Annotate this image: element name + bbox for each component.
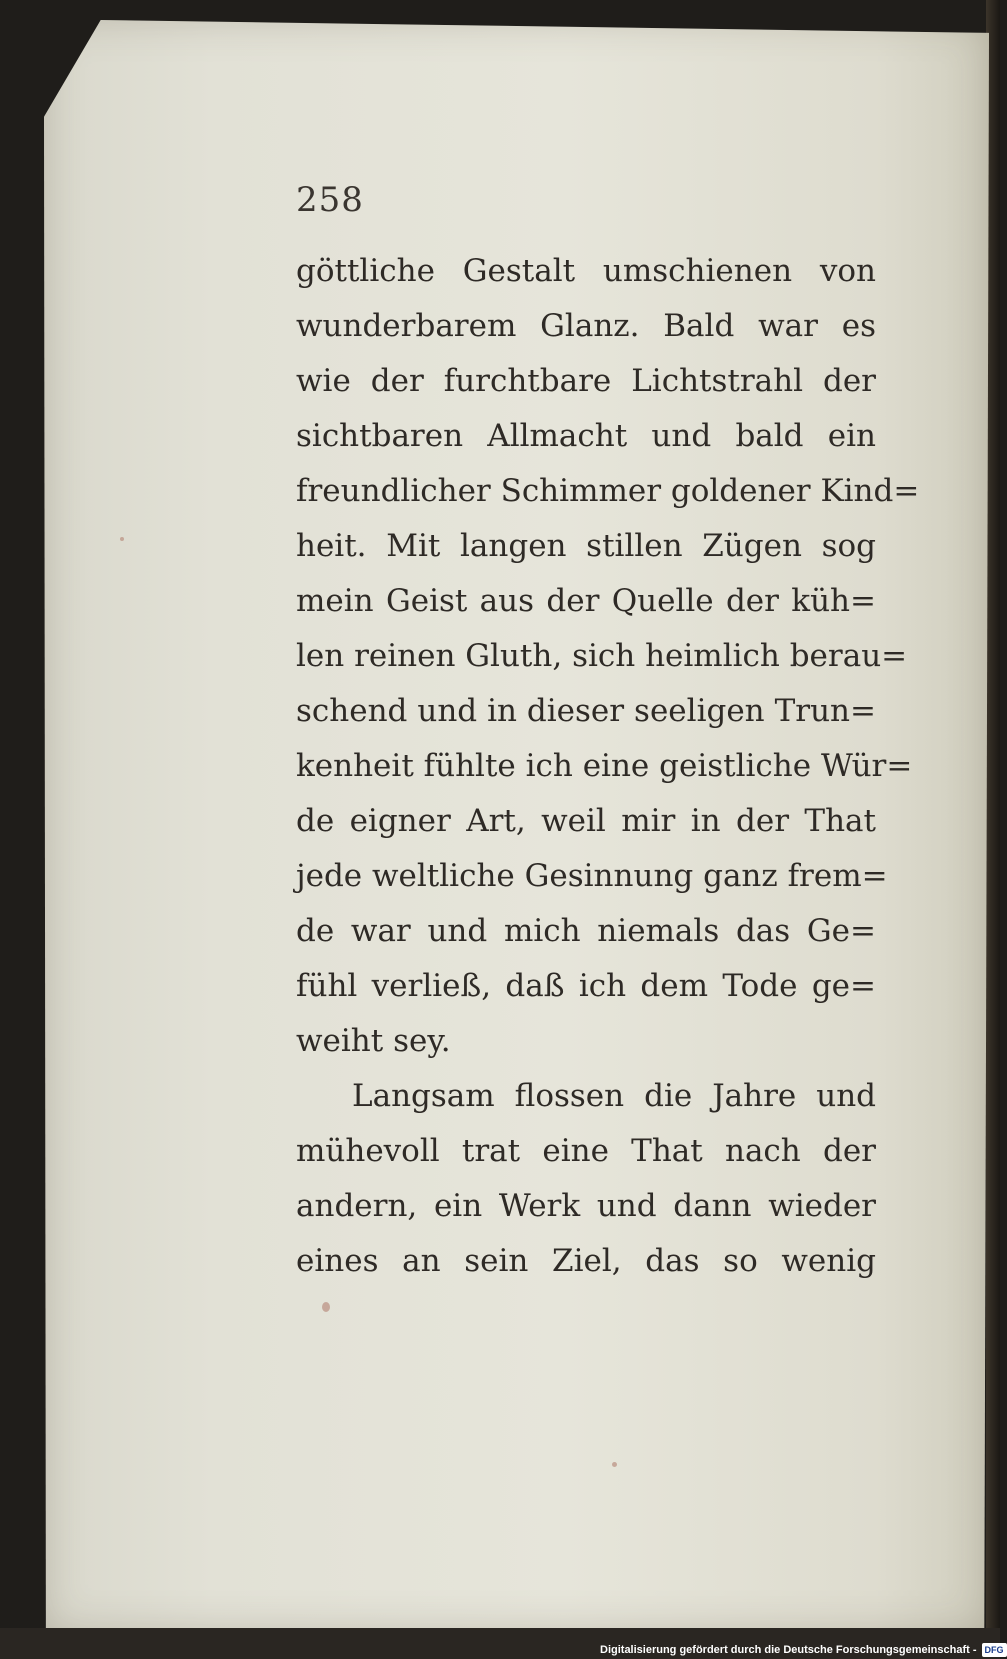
text-line: freundlicher Schimmer goldener Kind= bbox=[296, 473, 920, 509]
text-line: andern, ein Werk und dann wieder bbox=[296, 1188, 876, 1224]
text-line: wie der furchtbare Lichtstrahl der bbox=[296, 363, 876, 399]
paper-speck bbox=[612, 1462, 617, 1467]
text-line: göttliche Gestalt umschienen von bbox=[296, 253, 876, 289]
text-line: eines an sein Ziel, das so wenig bbox=[296, 1243, 876, 1279]
paper-speck bbox=[322, 1302, 330, 1312]
text-line: weiht sey. bbox=[296, 1023, 451, 1059]
text-line: Langsam flossen die Jahre und bbox=[352, 1078, 876, 1114]
digitization-credit bbox=[600, 1640, 1007, 1659]
text-line: mein Geist aus der Quelle der küh= bbox=[296, 583, 876, 619]
text-line: heit. Mit langen stillen Zügen sog bbox=[296, 528, 876, 564]
text-line: kenheit fühlte ich eine geistliche Wür= bbox=[296, 748, 913, 784]
text-line: jede weltliche Gesinnung ganz frem= bbox=[296, 858, 888, 894]
text-line: schend und in dieser seeligen Trun= bbox=[296, 693, 876, 729]
text-line: len reinen Gluth, sich heimlich berau= bbox=[296, 638, 908, 674]
page-number: 258 bbox=[296, 180, 364, 220]
credit-text: Digitalisierung gefördert durch die Deutsche Forschungsgemeinschaft - bbox=[600, 1643, 977, 1656]
dfg-logo-icon: DFG bbox=[982, 1643, 1007, 1657]
text-line: de eigner Art, weil mir in der That bbox=[296, 803, 876, 839]
text-line: sichtbaren Allmacht und bald ein bbox=[296, 418, 876, 454]
body-text bbox=[296, 244, 920, 1289]
text-line: fühl verließ, daß ich dem Tode ge= bbox=[296, 968, 876, 1004]
text-line: wunderbarem Glanz. Bald war es bbox=[296, 308, 876, 344]
paper-speck bbox=[120, 537, 124, 541]
text-line: de war und mich niemals das Ge= bbox=[296, 913, 876, 949]
text-line: mühevoll trat eine That nach der bbox=[296, 1133, 876, 1169]
